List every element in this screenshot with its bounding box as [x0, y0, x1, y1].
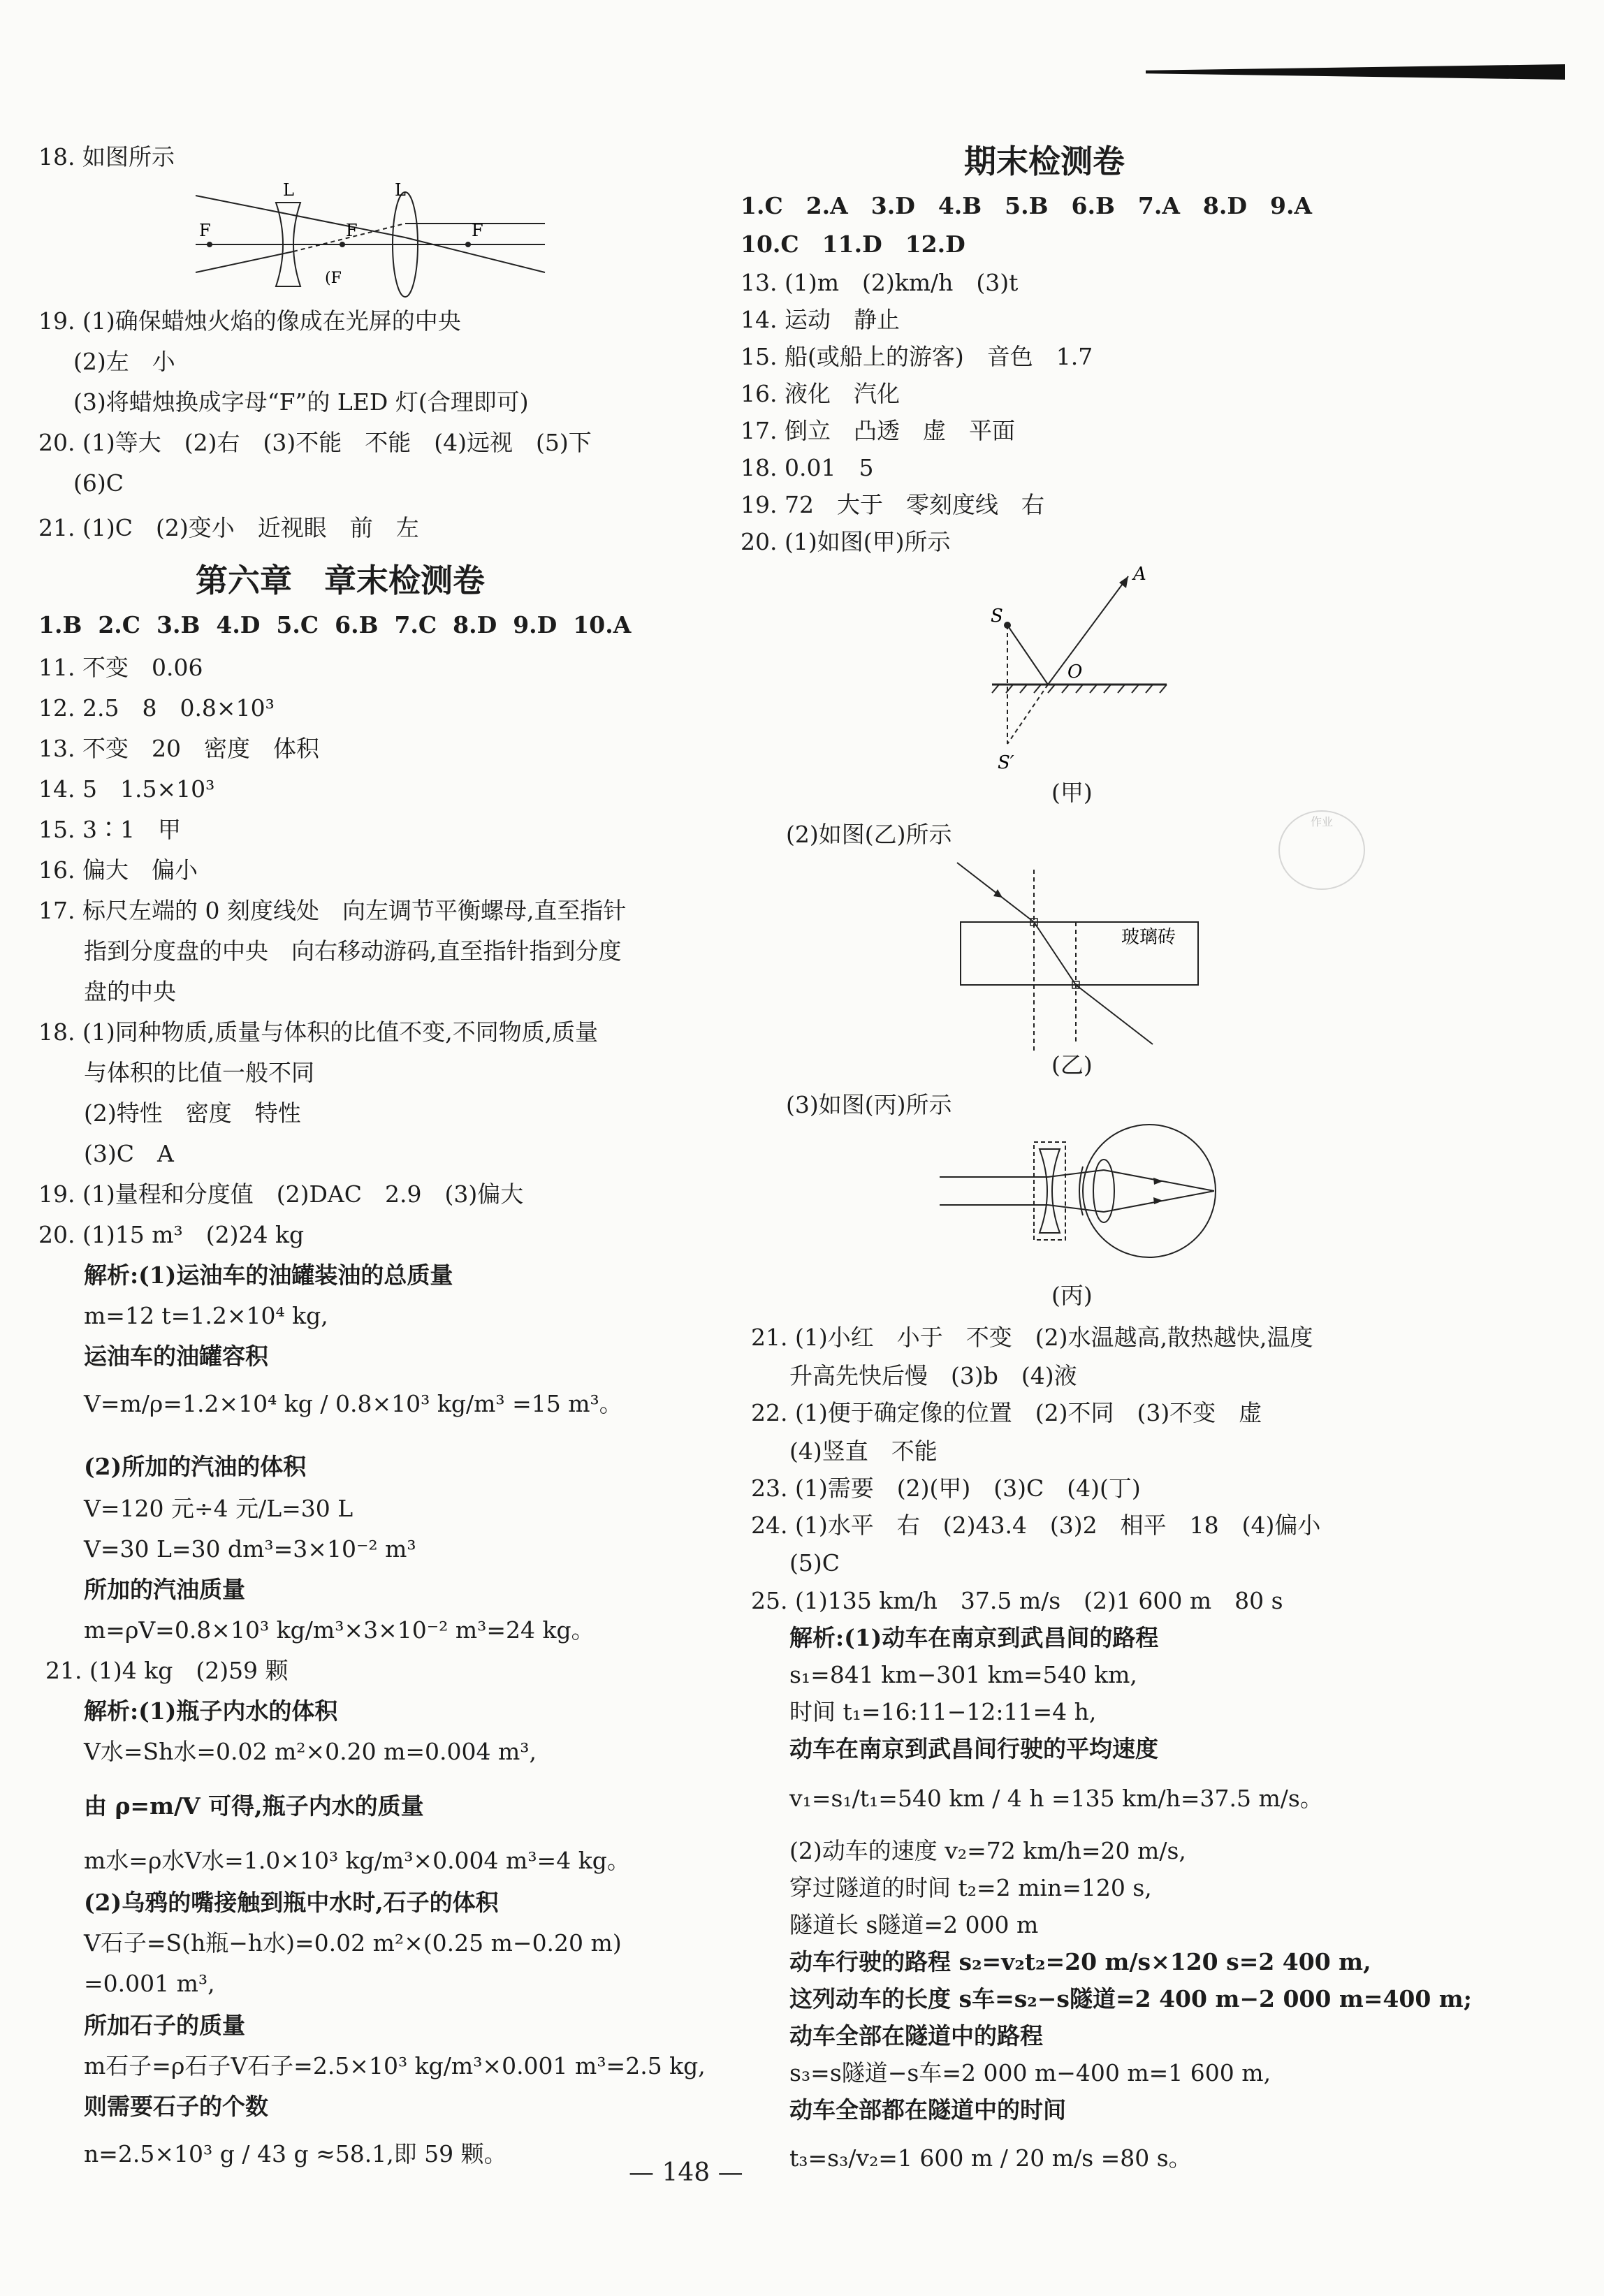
answer-line: 18. (1)同种物质,质量与体积的比值不变,不同物质,质量: [38, 1018, 599, 1046]
answer-line: 15. 3∶1 甲: [38, 816, 181, 843]
exam-title: 期末检测卷: [964, 142, 1125, 180]
answer-line: 19. (1)量程和分度值 (2)DAC 2.9 (3)偏大: [38, 1180, 524, 1208]
answer-line: 与体积的比值一般不同: [84, 1059, 314, 1086]
O-label: O: [1067, 661, 1083, 682]
L1-label: L: [283, 180, 294, 200]
analysis-line: 所加石子的质量: [84, 2012, 245, 2039]
lens-diagram: [196, 175, 545, 286]
mc-row-1: 1.C 2.A 3.D 4.B 5.B 6.B 7.A 8.D 9.A: [741, 192, 1313, 219]
analysis-line: t₃=s₃/v₂=1 600 m / 20 m/s =80 s。: [789, 2144, 1192, 2172]
chapter-title: 第六章 章末检测卷: [196, 562, 485, 599]
A-label: A: [1133, 564, 1146, 585]
F1-label: F: [199, 221, 211, 240]
answer-line: 21. (1)4 kg (2)59 颗: [45, 1657, 289, 1684]
analysis-line: m=ρV=0.8×10³ kg/m³×3×10⁻² m³=24 kg。: [84, 1616, 595, 1644]
analysis-line: 时间 t₁=16:11−12:11=4 h,: [789, 1698, 1097, 1725]
analysis-line: (2)动车的速度 v₂=72 km/h=20 m/s,: [789, 1837, 1186, 1864]
analysis-line: 这列动车的长度 s车=s₂−s隧道=2 400 m−2 000 m=400 m;: [789, 1985, 1472, 2012]
answer-line: 17. 倒立 凸透 虚 平面: [741, 417, 1015, 444]
analysis-line: 解析:(1)动车在南京到武昌间的路程: [789, 1624, 1159, 1651]
answer-line: 14. 5 1.5×10³: [38, 775, 215, 803]
answer-line: (3)C A: [84, 1140, 174, 1167]
analysis-line: m=12 t=1.2×10⁴ kg,: [84, 1302, 328, 1329]
answer-line: 13. (1)m (2)km/h (3)t: [741, 269, 1019, 296]
answer-line: (4)竖直 不能: [789, 1438, 938, 1465]
analysis-line: n=2.5×10³ g / 43 g ≈58.1,即 59 颗。: [84, 2140, 507, 2167]
fig-bing-caption: (丙): [1051, 1282, 1093, 1309]
answer-line: 18. 0.01 5: [741, 454, 874, 481]
analysis-line: 解析:(1)运油车的油罐装油的总质量: [84, 1262, 453, 1289]
F1b-label: F: [346, 221, 358, 240]
analysis-line: 解析:(1)瓶子内水的体积: [84, 1697, 338, 1725]
answer-line: 20. (1)如图(甲)所示: [741, 528, 951, 555]
answer-line: (2)特性 密度 特性: [84, 1099, 301, 1127]
answer-line: 17. 标尺左端的 0 刻度线处 向左调节平衡螺母,直至指针: [38, 897, 627, 924]
refraction-diagram: [957, 856, 1237, 1058]
analysis-line: V=120 元÷4 元/L=30 L: [84, 1495, 353, 1522]
answer-line: 21. (1)小红 小于 不变 (2)水温越高,散热越快,温度: [751, 1324, 1313, 1351]
analysis-line: 由 ρ=m/V 可得,瓶子内水的质量: [84, 1792, 424, 1820]
analysis-line: s₃=s隧道−s车=2 000 m−400 m=1 600 m,: [789, 2059, 1271, 2086]
answer-line: 指到分度盘的中央 向右移动游码,直至指针指到分度: [84, 937, 622, 965]
fig-yi-caption: (乙): [1051, 1051, 1093, 1078]
answer-line: 19. 72 大于 零刻度线 右: [741, 491, 1044, 518]
analysis-line: (2)乌鸦的嘴接触到瓶中水时,石子的体积: [84, 1889, 499, 1916]
fig-yi-label: (2)如图(乙)所示: [786, 821, 952, 848]
glass-label: 玻璃砖: [1121, 927, 1176, 948]
analysis-line: 运油车的油罐容积: [84, 1343, 268, 1370]
S-label: S: [991, 606, 1003, 627]
answer-line: 15. 船(或船上的游客) 音色 1.7: [741, 343, 1093, 370]
page-number: — 148 —: [629, 2158, 743, 2187]
mc-row: 1.B 2.C 3.B 4.D 5.C 6.B 7.C 8.D 9.D 10.A: [38, 611, 632, 638]
q21-line: 21. (1)C (2)变小 近视眼 前 左: [38, 514, 419, 541]
answer-line: 12. 2.5 8 0.8×10³: [38, 694, 275, 722]
F2-label: F: [472, 221, 483, 240]
q20-line1: 20. (1)等大 (2)右 (3)不能 不能 (4)远视 (5)下: [38, 429, 592, 456]
analysis-line: 穿过隧道的时间 t₂=2 min=120 s,: [789, 1874, 1152, 1901]
analysis-line: 隧道长 s隧道=2 000 m: [789, 1911, 1039, 1938]
answer-line: 23. (1)需要 (2)(甲) (3)C (4)(丁): [751, 1475, 1141, 1502]
answer-line: 20. (1)15 m³ (2)24 kg: [38, 1221, 305, 1248]
answer-line: 24. (1)水平 右 (2)43.4 (3)2 相平 18 (4)偏小: [751, 1512, 1321, 1539]
analysis-line: 动车全部都在隧道中的时间: [789, 2096, 1066, 2123]
mirror-diagram: [978, 566, 1188, 782]
mc-row-2: 10.C 11.D 12.D: [741, 231, 965, 258]
answer-line: 25. (1)135 km/h 37.5 m/s (2)1 600 m 80 s: [751, 1587, 1283, 1614]
analysis-line: v₁=s₁/t₁=540 km / 4 h =135 km/h=37.5 m/s。: [789, 1785, 1323, 1812]
eye-diagram: [940, 1125, 1233, 1264]
answer-line: 13. 不变 20 密度 体积: [38, 735, 319, 762]
analysis-line: V石子=S(h瓶−h水)=0.02 m²×(0.25 m−0.20 m): [84, 1929, 622, 1957]
answer-line: 盘的中央: [84, 978, 176, 1005]
answer-line: 22. (1)便于确定像的位置 (2)不同 (3)不变 虚: [751, 1399, 1262, 1426]
analysis-line: =0.001 m³,: [84, 1970, 215, 1997]
analysis-line: 动车全部在隧道中的路程: [789, 2022, 1043, 2049]
analysis-line: s₁=841 km−301 km=540 km,: [789, 1661, 1137, 1688]
analysis-line: m水=ρ水V水=1.0×10³ kg/m³×0.004 m³=4 kg。: [84, 1847, 630, 1874]
F2paren-label: (F: [325, 270, 342, 287]
analysis-line: 则需要石子的个数: [84, 2093, 268, 2120]
analysis-line: V=30 L=30 dm³=3×10⁻² m³: [84, 1535, 416, 1563]
analysis-line: 所加的汽油质量: [84, 1576, 245, 1603]
analysis-line: 动车行驶的路程 s₂=v₂t₂=20 m/s×120 s=2 400 m,: [789, 1948, 1371, 1975]
stamp-logo: 作业: [1278, 810, 1365, 890]
q19-line1: 19. (1)确保蜡烛火焰的像成在光屏的中央: [38, 307, 461, 335]
fig-bing-label: (3)如图(丙)所示: [786, 1091, 952, 1118]
answer-line: 14. 运动 静止: [741, 306, 900, 333]
fig-jia-caption: (甲): [1051, 779, 1093, 806]
analysis-line: m石子=ρ石子V石子=2.5×10³ kg/m³×0.001 m³=2.5 kg,: [84, 2052, 706, 2079]
q19-line3: (3)将蜡烛换成字母“F”的 LED 灯(合理即可): [73, 388, 529, 416]
analysis-line: V水=Sh水=0.02 m²×0.20 m=0.004 m³,: [84, 1738, 537, 1765]
answer-line: (5)C: [789, 1549, 840, 1577]
q19-line2: (2)左 小: [73, 348, 175, 375]
answer-line: 16. 液化 汽化: [741, 380, 900, 407]
analysis-line: 动车在南京到武昌间行驶的平均速度: [789, 1735, 1158, 1762]
answer-line: 11. 不变 0.06: [38, 654, 203, 681]
answer-line: 升高先快后慢 (3)b (4)液: [789, 1362, 1077, 1389]
header-bar: [1146, 64, 1565, 80]
S-prime-label: S′: [998, 752, 1014, 773]
analysis-line: V=m/ρ=1.2×10⁴ kg / 0.8×10³ kg/m³ =15 m³。: [84, 1390, 622, 1417]
L2-label: L: [395, 180, 406, 200]
q20-line2: (6)C: [73, 469, 124, 497]
q18-label: 18. 如图所示: [38, 143, 175, 170]
answer-line: 16. 偏大 偏小: [38, 856, 198, 884]
analysis-line: (2)所加的汽油的体积: [84, 1453, 307, 1480]
